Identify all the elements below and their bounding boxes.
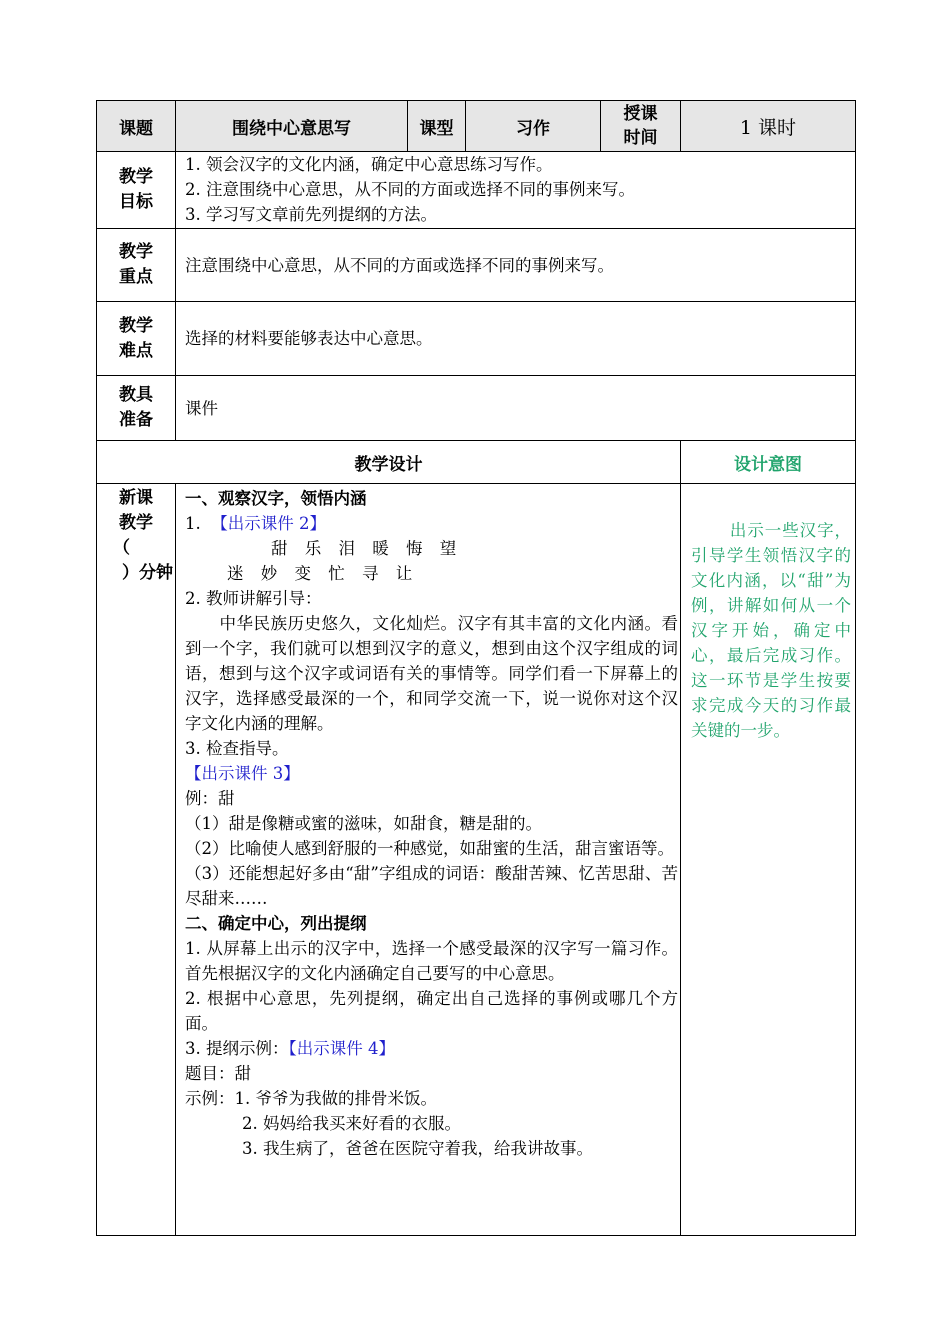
difficulties-label: 教学 难点 <box>97 302 176 376</box>
topic-label: 课题 <box>97 101 176 152</box>
courseware-3-link: 【出示课件 3】 <box>185 764 300 783</box>
key-points-row <box>97 229 856 302</box>
example-1: （1）甜是像糖或蜜的滋味，如甜食，糖是甜的。 <box>185 814 542 833</box>
outline-item: 2. 妈妈给我买来好看的衣服。 <box>242 1114 461 1133</box>
outline-item: 示例：1. 爷爷为我做的排骨米饭。 <box>185 1089 437 1108</box>
lesson-label: 新课 教学 （ ）分钟 <box>97 484 176 1236</box>
design-header-row <box>97 441 856 484</box>
lesson-plan-table <box>96 100 856 1236</box>
s1-item-1: 1. 【出示课件 2】 <box>185 514 326 533</box>
type-value: 习作 <box>466 101 601 152</box>
time-value: 1 课时 <box>681 101 856 152</box>
courseware-4-link: 【出示课件 4】 <box>288 1039 395 1058</box>
goals-label: 教学 目标 <box>97 152 176 229</box>
s2-item-1: 1. 从屏幕上出示的汉字中，选择一个感受最深的汉字写一篇习作。首先根据汉字的文化内涵确定自己要写的中心意思。 <box>185 939 678 983</box>
goals-content <box>176 152 856 229</box>
tools-row <box>97 376 856 441</box>
goal-item: 1. 领会汉字的文化内涵，确定中心意思练习写作。 <box>185 155 553 174</box>
intent-title: 设计意图 <box>681 441 856 484</box>
s1-paragraph: 中华民族历史悠久，文化灿烂。汉字有其丰富的文化内涵。看到一个字，我们就可以想到汉字的意义，想到由这个汉字组成的词语，想到与这个汉字或词语有关的事情等。同学们看一下屏幕上的汉字，选择感受最深的一个，和同学交流一下，说一说你对这个汉字文化内涵的理解。 <box>185 614 678 733</box>
lesson-content <box>176 484 681 1236</box>
s2-item-3: 3. 提纲示例：【出示课件 4】 <box>185 1039 395 1058</box>
s2-item-2: 2. 根据中心意思，先列提纲，确定出自己选择的事例或哪几个方面。 <box>185 989 678 1033</box>
goals-row <box>97 152 856 229</box>
chars-row-2: 迷 妙 变 忙 寻 让 <box>227 564 419 583</box>
courseware-2-link: 【出示课件 2】 <box>211 514 326 533</box>
section-2-title: 二、确定中心，列出提纲 <box>185 914 367 933</box>
intent-note: 出示一些汉字，引导学生领悟汉字的文化内涵，以“甜”为例，讲解如何从一个汉字开始，确定中心，最后完成习作。这一环节是学生按要求完成今天的习作最关键的一步。 <box>681 484 856 1236</box>
difficulties-content: 选择的材料要能够表达中心意思。 <box>176 302 856 376</box>
example-2: （2）比喻使人感到舒服的一种感觉，如甜蜜的生活，甜言蜜语等。 <box>185 839 674 858</box>
design-title: 教学设计 <box>97 441 681 484</box>
section-1-title: 一、观察汉字，领悟内涵 <box>185 489 367 508</box>
key-points-label: 教学 重点 <box>97 229 176 302</box>
outline-item: 3. 我生病了，爸爸在医院守着我，给我讲故事。 <box>242 1139 593 1158</box>
example-3: （3）还能想起好多由“甜”字组成的词语：酸甜苦辣、忆苦思甜、苦尽甜来…… <box>185 864 678 908</box>
example-label: 例：甜 <box>185 789 235 808</box>
s1-item-2: 2. 教师讲解引导： <box>185 589 322 608</box>
header-row <box>97 101 856 152</box>
goal-item: 3. 学习写文章前先列提纲的方法。 <box>185 205 437 224</box>
s1-item-3: 3. 检查指导。 <box>185 739 289 758</box>
time-label: 授课 时间 <box>601 101 681 152</box>
goal-item: 2. 注意围绕中心意思，从不同的方面或选择不同的事例来写。 <box>185 180 635 199</box>
lesson-row <box>97 484 856 1236</box>
key-points-content: 注意围绕中心意思，从不同的方面或选择不同的事例来写。 <box>176 229 856 302</box>
type-label: 课型 <box>408 101 466 152</box>
tools-content: 课件 <box>176 376 856 441</box>
outline-title: 题目：甜 <box>185 1064 251 1083</box>
tools-label: 教具 准备 <box>97 376 176 441</box>
difficulties-row <box>97 302 856 376</box>
chars-row-1: 甜 乐 泪 暖 悔 望 <box>271 539 463 558</box>
topic-value: 围绕中心意思写 <box>176 101 408 152</box>
